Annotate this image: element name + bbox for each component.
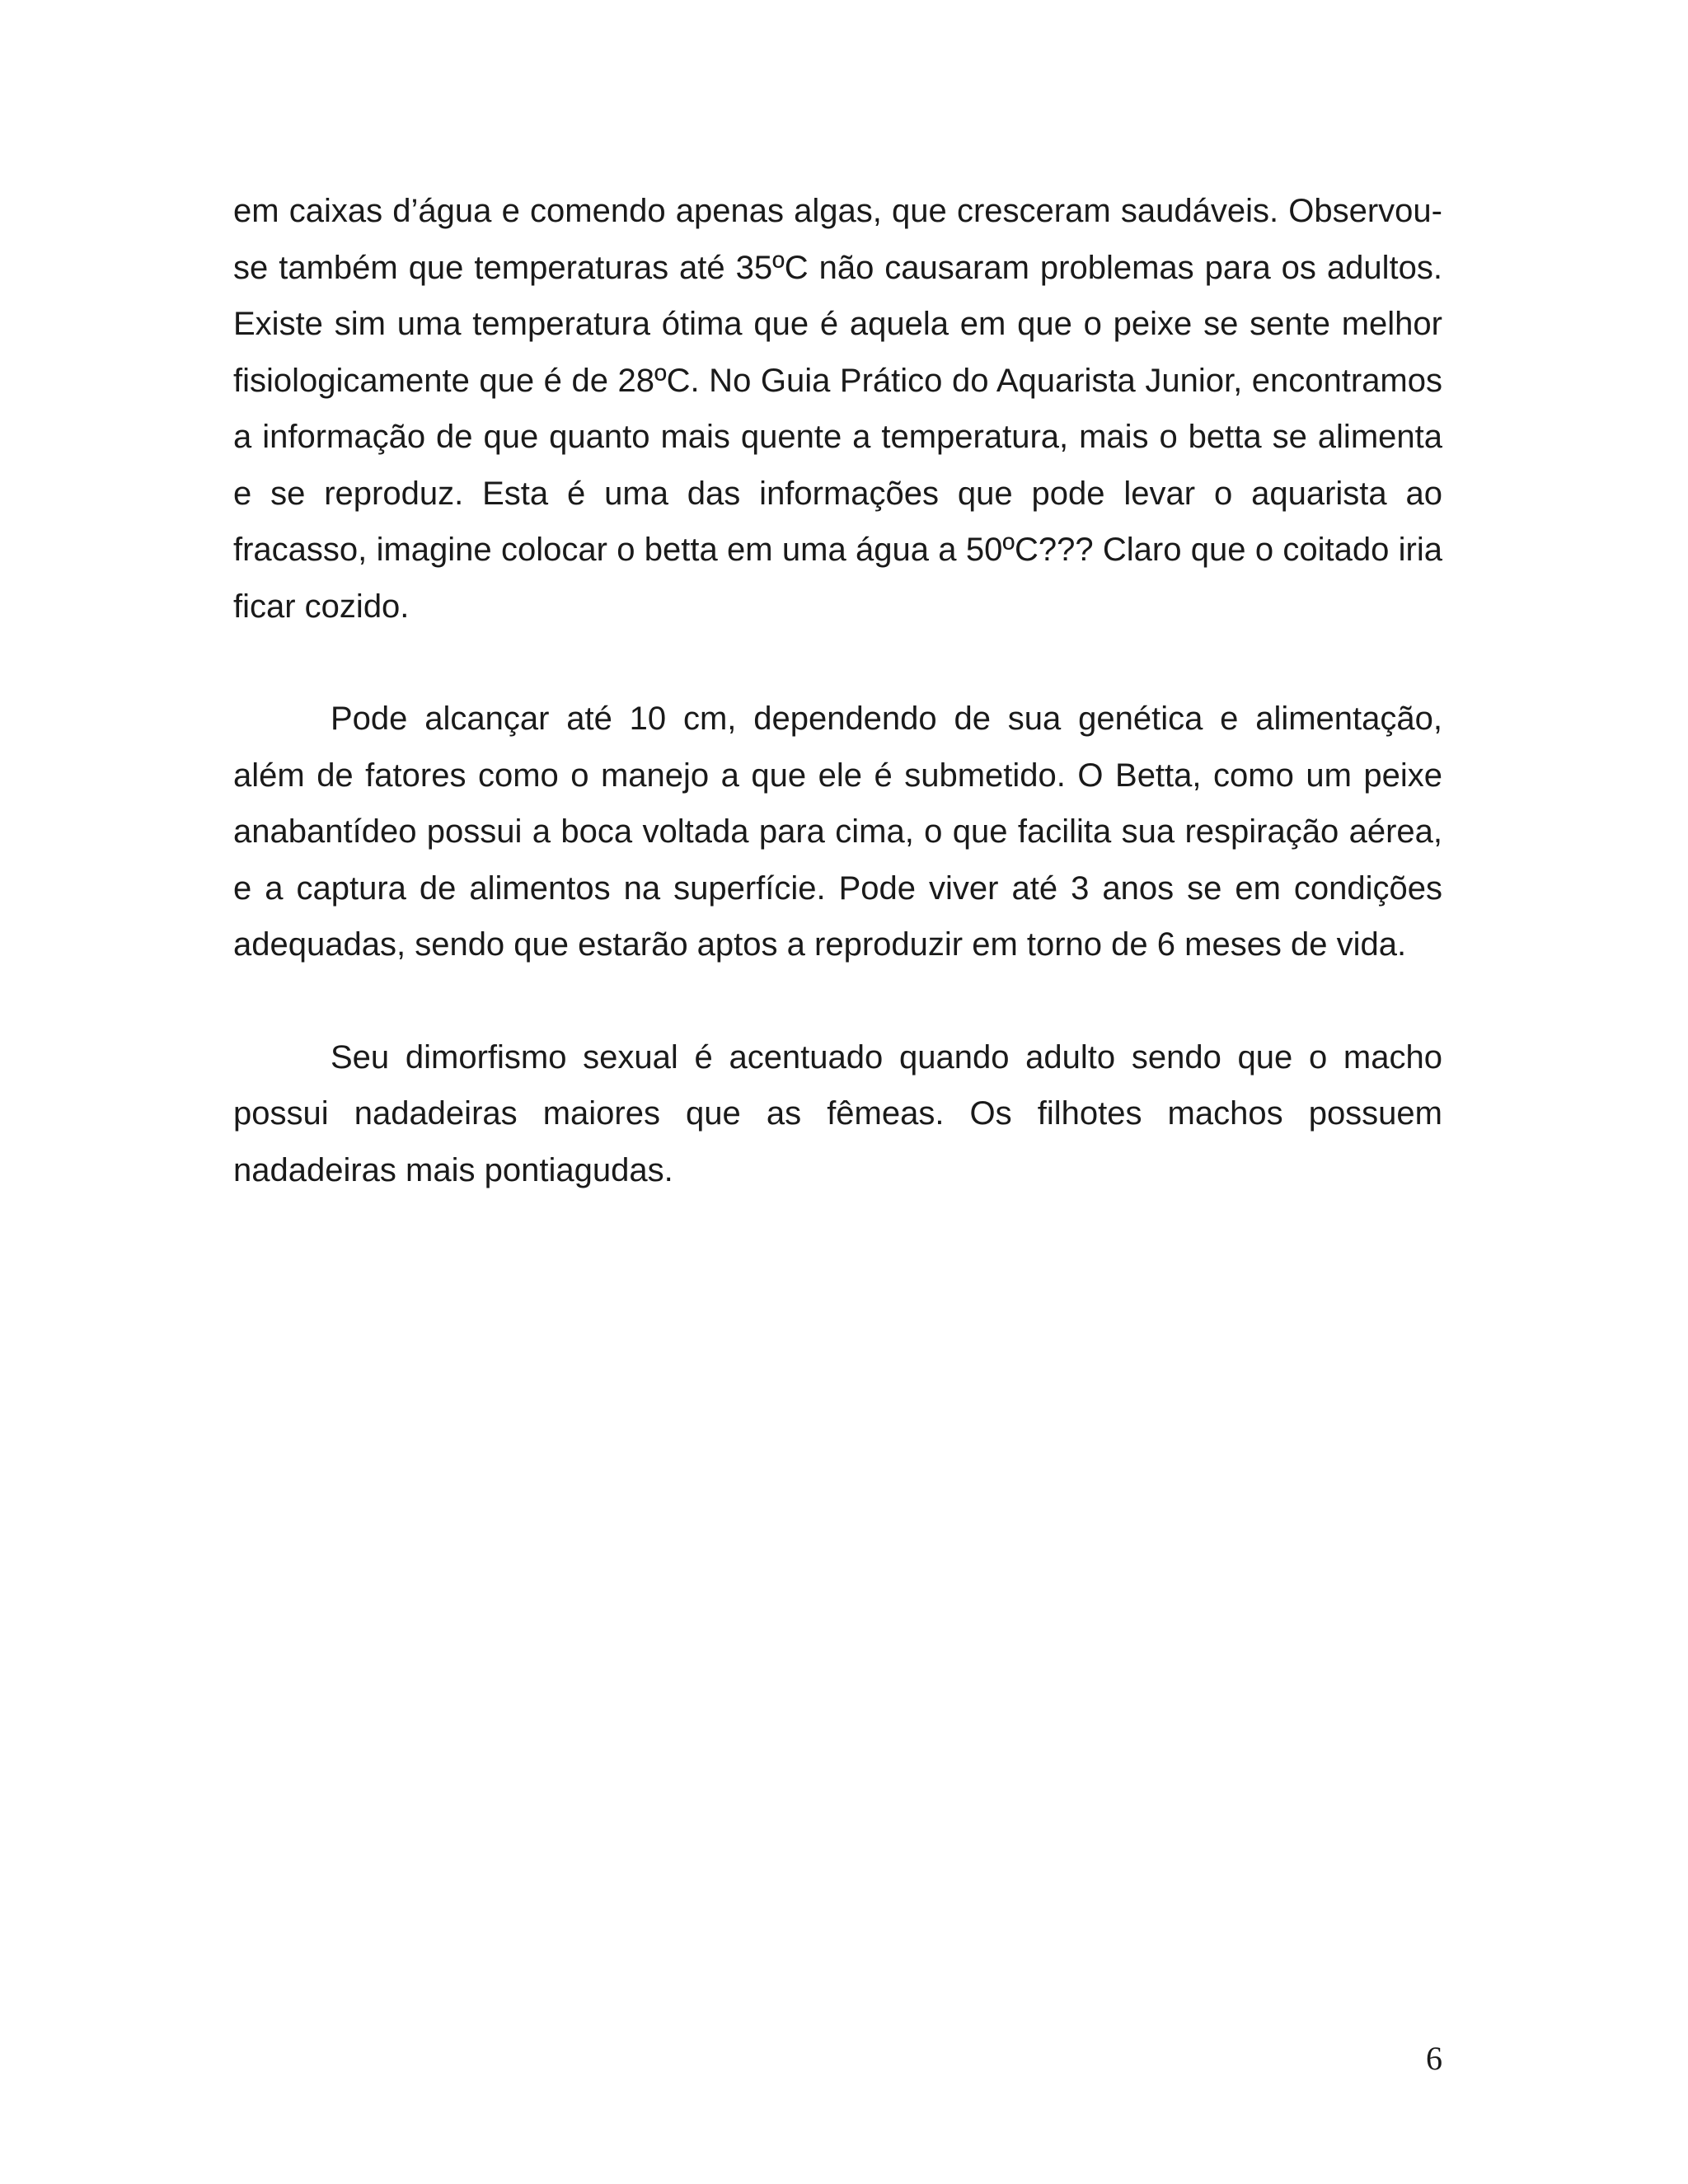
paragraph-size-anatomy: Pode alcançar até 10 cm, dependendo de sua genética e alimentação, além de fatores como o manejo a que ele é submetido. O Betta, como um peixe anabantídeo possui a boca voltada para cima, o que facilita sua respiração aérea, e a captura de alimentos na superfície. Pode viver até 3 anos se em condições adequadas, sendo que estarão aptos a reproduzir em torno de 6 meses de vida. [233,701,1442,963]
paragraph-continuation: em caixas d’água e comendo apenas algas, que cresceram saudáveis. Observou-se também que temperaturas até 35ºC não causaram problemas para os adultos. Existe sim uma temperatura ótima que é aquela em que o peixe se sente melhor fisiologicamente que é de 28ºC. No Guia Prático do Aquarista Junior, encontramos a informação de que quanto mais quente a temperatura, mais o betta se alimenta e se reproduz. Esta é uma das informações que pode levar o aquarista ao fracasso, imagine colocar o betta em uma água a 50ºC??? Claro que o coitado iria ficar cozido. [233,193,1442,625]
body-text [233,183,1442,1198]
page-number: 6 [1426,2040,1442,2077]
paragraph-sexual-dimorphism: Seu dimorfismo sexual é acentuado quando adulto sendo que o macho possui nadadeiras maiores que as fêmeas. Os filhotes machos possuem nadadeiras mais pontiagudas. [233,1038,1442,1188]
